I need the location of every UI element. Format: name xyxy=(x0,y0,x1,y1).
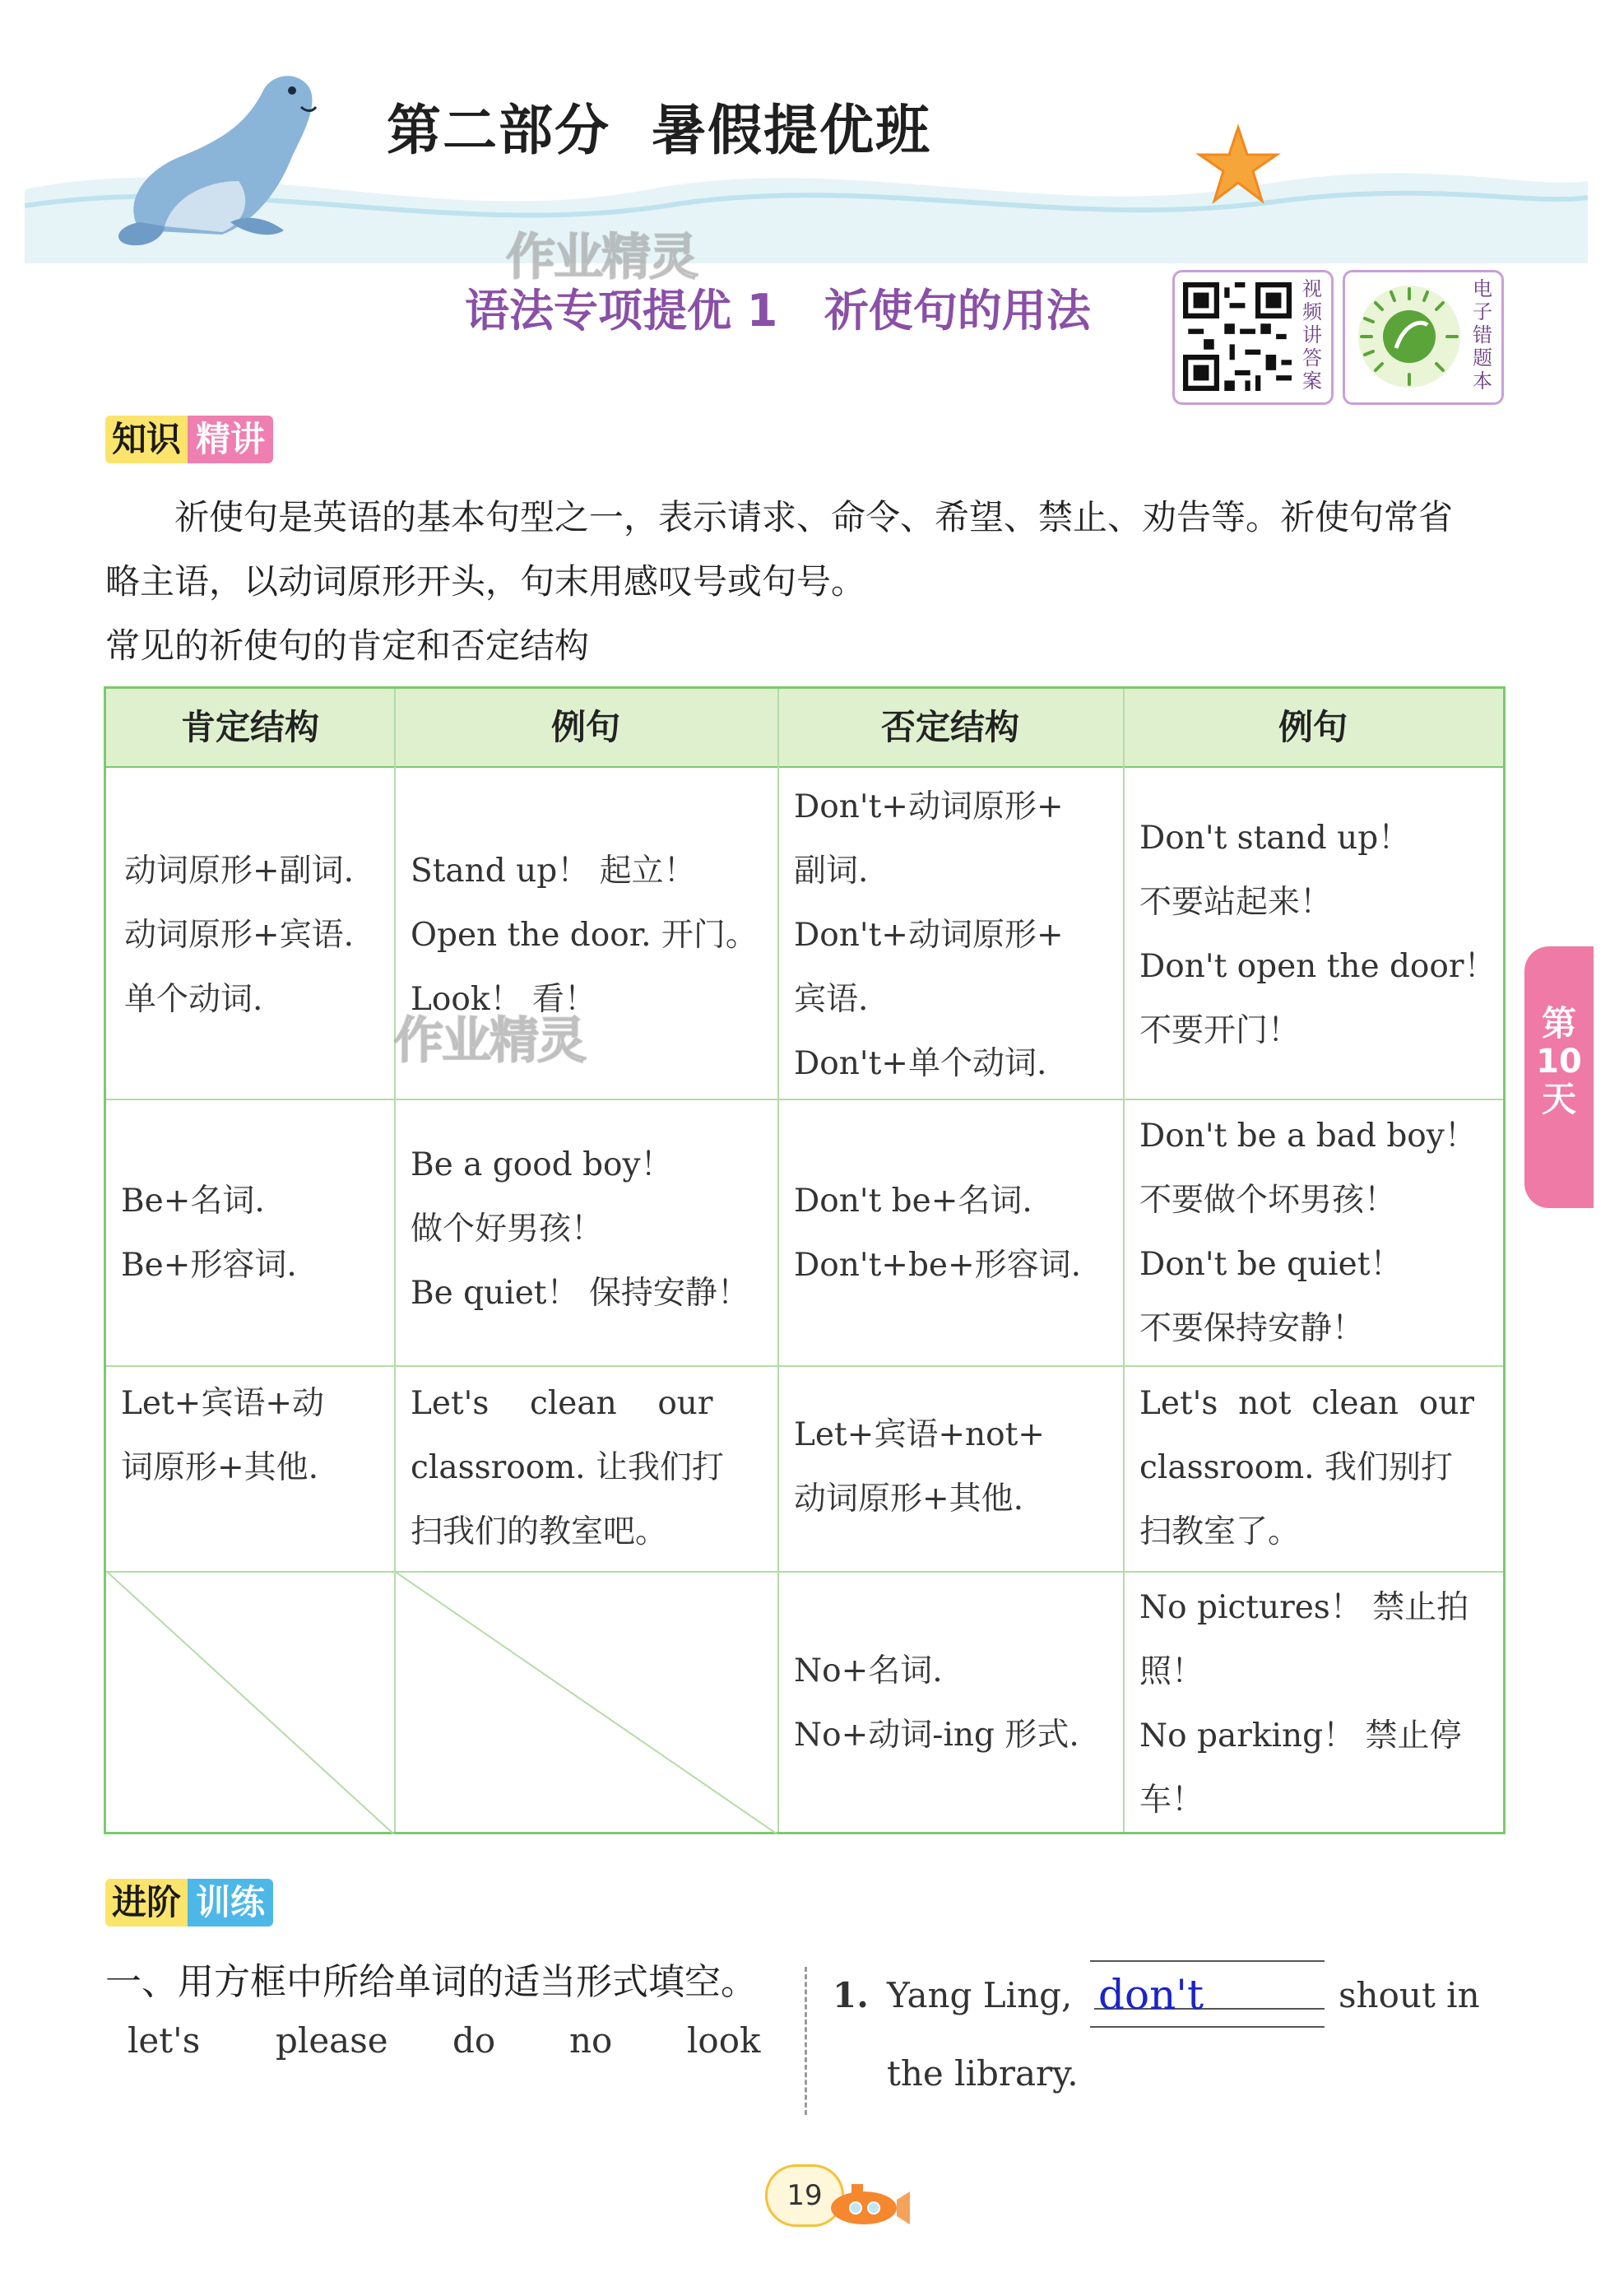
word-option: look xyxy=(687,2020,761,2061)
question-text-after: shout in xyxy=(1339,1975,1480,2015)
handwritten-answer: don't xyxy=(1098,1971,1204,2019)
question-number: 1. xyxy=(833,1975,869,2015)
header-pos-structure: 肯定结构 xyxy=(180,707,319,747)
row4-neg-example: No pictures！ 禁止拍 照！ No parking！ 禁止停 车！ xyxy=(1139,1589,1469,1819)
answer-line-top xyxy=(1090,1960,1325,1962)
row3-neg-structure: Let+宾语+not+ 动词原形+其他. xyxy=(794,1416,1045,1517)
mistake-book-label: 电子错题本 xyxy=(1473,277,1492,393)
imperative-table xyxy=(104,686,1506,1834)
day-tab-line1: 第 xyxy=(1541,1003,1576,1043)
header-neg-example: 例句 xyxy=(1278,707,1348,747)
day-tab-line3: 天 xyxy=(1541,1079,1576,1119)
empty-cells-diagonals xyxy=(106,1571,777,1834)
day-tab xyxy=(1524,946,1594,1208)
word-option: do xyxy=(452,2020,496,2061)
row3-neg-example: Let's not clean our classroom. 我们别打 扫教室了。 xyxy=(1139,1385,1475,1550)
dashed-divider xyxy=(805,1967,807,2115)
header-pos-example: 例句 xyxy=(550,707,620,747)
mini-program-code-icon xyxy=(1355,282,1464,391)
column-divider xyxy=(777,689,779,1832)
practice-badge-a: 进阶 xyxy=(105,1879,188,1927)
practice-badge-b: 训练 xyxy=(188,1879,273,1927)
seal-illustration xyxy=(107,58,337,247)
watermark: 作业精灵 xyxy=(394,1012,585,1070)
row3-pos-example: Let's clean our classroom. 让我们打 扫我们的教室吧。 xyxy=(411,1385,724,1550)
knowledge-badge-a: 知识 xyxy=(105,416,188,463)
row2-pos-example: Be a good boy！ 做个好男孩！ Be quiet！ 保持安静！ xyxy=(411,1146,749,1312)
part-title: 第二部分 暑假提优班 xyxy=(387,99,931,162)
row1-pos-structure: 动词原形+副词. 动词原形+宾语. 单个动词. xyxy=(124,853,355,1018)
row-divider xyxy=(106,1365,1503,1367)
row-divider xyxy=(106,1099,1503,1100)
starfish-icon xyxy=(1193,123,1283,206)
knowledge-badge xyxy=(105,416,273,463)
submarine-icon xyxy=(823,2179,913,2229)
row2-neg-structure: Don't be+名词. Don't+be+形容词. xyxy=(794,1183,1082,1284)
knowledge-badge-b: 精讲 xyxy=(188,416,273,463)
question-text-before: Yang Ling, xyxy=(887,1975,1073,2015)
day-tab-line2: 10 xyxy=(1536,1043,1582,1081)
row4-neg-structure: No+名词. No+动词-ing 形式. xyxy=(794,1652,1079,1754)
word-option: let's xyxy=(128,2020,201,2061)
video-answer-qr[interactable] xyxy=(1172,270,1334,405)
qr-code-icon xyxy=(1183,282,1292,391)
row2-neg-example: Don't be a bad boy！ 不要做个坏男孩！ Don't be quiet！ 不要保持安静！ xyxy=(1139,1118,1477,1347)
practice-badge xyxy=(105,1879,273,1927)
video-answer-label: 视频讲答案 xyxy=(1302,277,1322,393)
table-subheading: 常见的祈使句的肯定和否定结构 xyxy=(105,625,590,666)
word-option: no xyxy=(569,2020,613,2061)
header-neg-structure: 否定结构 xyxy=(880,707,1019,747)
question-text-line2: the library. xyxy=(887,2053,1079,2094)
exercise-title: 一、用方框中所给单词的适当形式填空。 xyxy=(105,1961,757,2003)
row2-pos-structure: Be+名词. Be+形容词. xyxy=(121,1183,297,1284)
row1-pos-example: Stand up！ 起立！ Open the door. 开门。 Look！ 看！ xyxy=(411,853,758,1018)
row3-pos-structure: Let+宾语+动 词原形+其他. xyxy=(121,1385,325,1486)
watermark: 作业精灵 xyxy=(506,229,697,286)
intro-line-2: 略主语，以动词原形开头，句末用感叹号或句号。 xyxy=(105,561,866,602)
answer-line-bottom xyxy=(1090,2026,1325,2028)
mistake-book-qr[interactable] xyxy=(1343,270,1504,405)
intro-line-1: 祈使句是英语的基本句型之一，表示请求、命令、希望、禁止、劝告等。祈使句常省 xyxy=(174,497,1454,537)
row1-neg-example: Don't stand up！ 不要站起来！ Don't open the door！ 不要开门！ xyxy=(1139,820,1496,1049)
word-option: please xyxy=(276,2020,388,2061)
page-number: 19 xyxy=(765,2164,844,2227)
column-divider xyxy=(1123,689,1125,1832)
row1-neg-structure: Don't+动词原形+ 副词. Don't+动词原形+ 宾语. Don't+单个动词. xyxy=(794,788,1064,1082)
lesson-title: 语法专项提优 1 祈使句的用法 xyxy=(465,285,1091,337)
